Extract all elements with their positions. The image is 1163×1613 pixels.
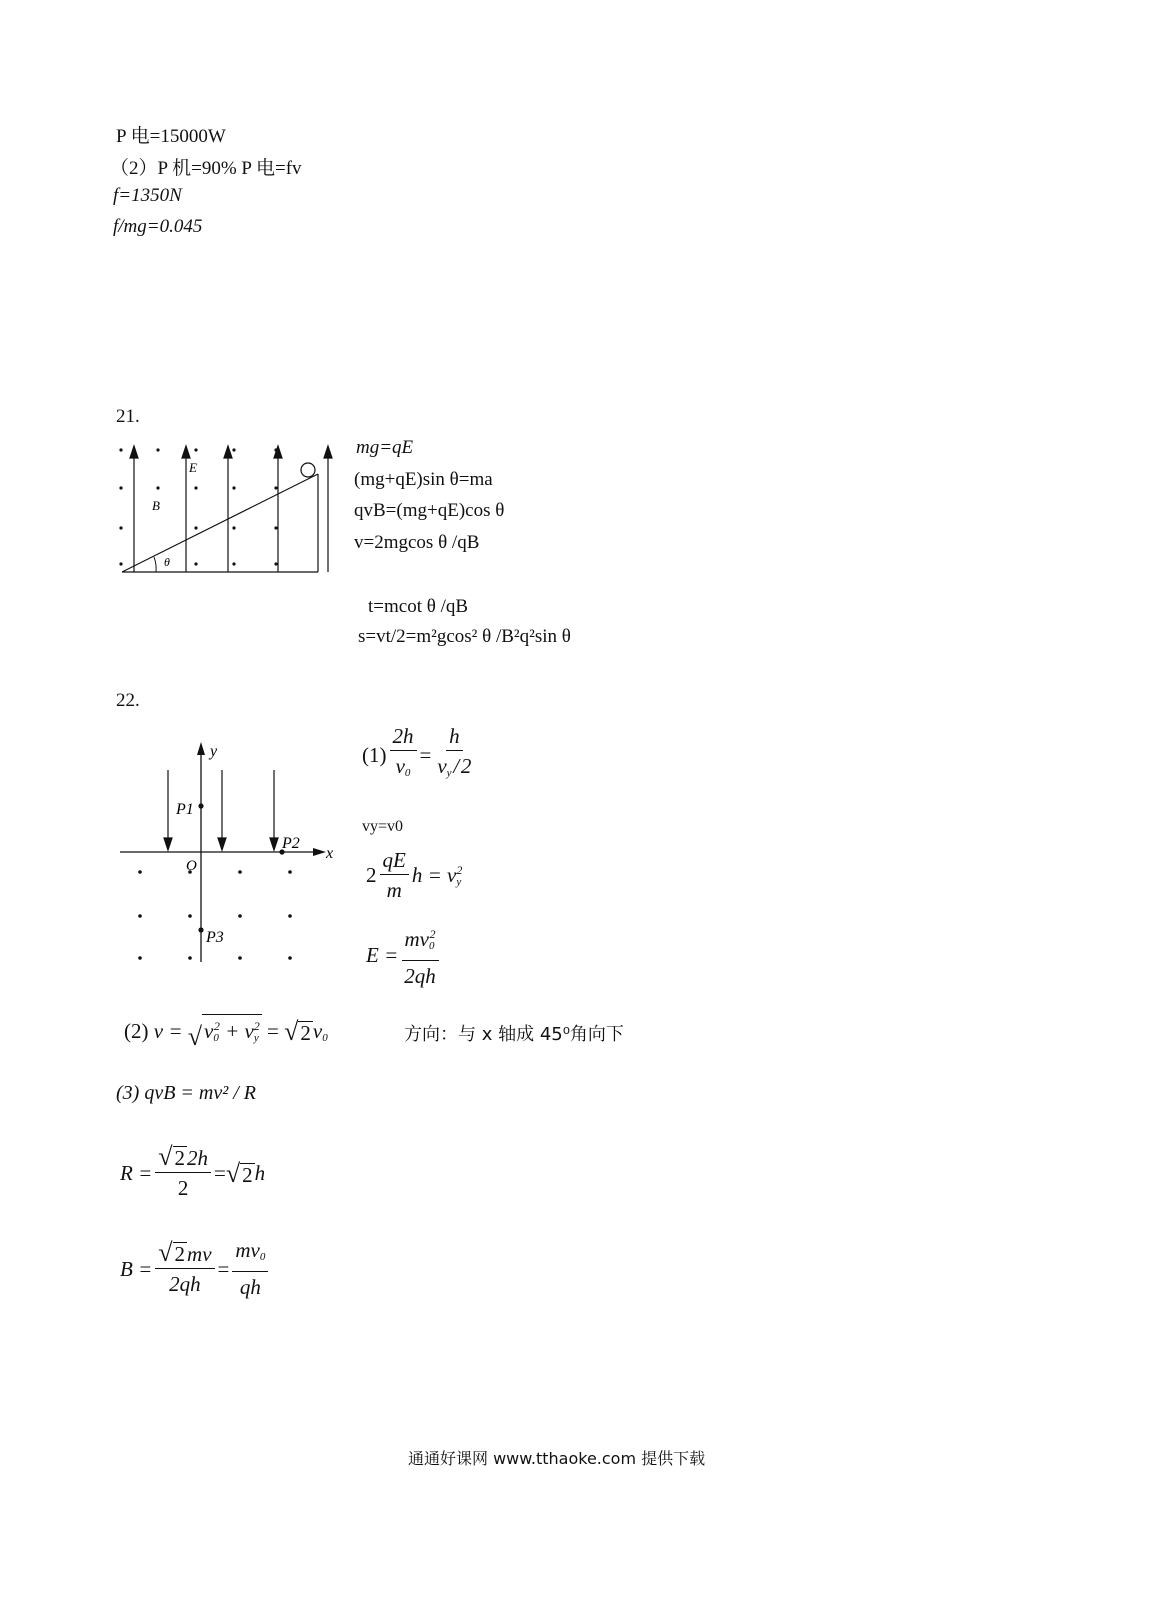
incline-line: [122, 474, 318, 572]
point-P3: [198, 927, 203, 932]
question-21-label: 21.: [116, 406, 140, 427]
question-22-figure: [116, 736, 341, 968]
q21-eq-velocity: v=2mgcos θ /qB: [354, 532, 480, 553]
question-21-figure: [116, 440, 336, 580]
q22-eq-energy: 2 $\frac{qE}{m}$ $h = v^2_y$: [366, 848, 463, 902]
label-P3: P3: [206, 929, 224, 946]
label-E: E: [189, 460, 197, 475]
question-22-label: 22.: [116, 690, 140, 711]
q22-eq-E: E = $\frac{mv_0^2}{2qh}$: [366, 920, 442, 991]
q21-eq-distance: s=vt/2=m²gcos² θ /B²q²sin θ: [358, 626, 571, 647]
q22-eq-radius: R = √ 2 2h 2 = √ 2 h: [120, 1142, 266, 1200]
label-B: B: [152, 498, 160, 513]
label-y: y: [210, 743, 218, 760]
q21-eq-acceleration: (mg+qE)sin θ=ma: [354, 469, 493, 490]
magnetic-field-dots: [138, 870, 292, 960]
label-P1: P1: [176, 801, 194, 818]
angle-arc: [154, 557, 156, 572]
q21-eq-force-balance: mg=qE: [356, 437, 414, 458]
power-electric-line: P 电=15000W: [116, 126, 226, 147]
q22-eq-vy: vy=v0: [362, 818, 404, 835]
friction-ratio-line: f/mg=0.045: [113, 216, 203, 237]
label-x: x: [326, 845, 334, 862]
q22-eq-speed: (2) v = √ $v_0^2 + v_y^2$ = √ 2 $v_0$: [124, 1014, 328, 1049]
label-P2: P2: [282, 835, 300, 852]
page-footer: 通通好课网 www.tthaoke.com 提供下载: [408, 1449, 706, 1468]
q22-eq-magnetic-field: B = √ 2 mv 2qh = $\frac{mv_0}{qh}$: [120, 1236, 271, 1302]
point-P1: [198, 803, 203, 808]
friction-force-line: f=1350N: [113, 185, 182, 206]
q22-eq-lorentz-centripetal: (3) qvB = mv² / R: [116, 1082, 256, 1104]
mechanical-power-line: （2）P 机=90% P 电=fv: [110, 158, 302, 179]
ball: [301, 463, 315, 477]
q21-eq-time: t=mcot θ /qB: [368, 596, 469, 617]
q21-eq-lorentz: qvB=(mg+qE)cos θ: [354, 500, 505, 521]
q22-direction-text: 方向：与 x 轴成 45⁰角向下: [404, 1024, 624, 1045]
label-O: O: [186, 858, 197, 874]
label-theta: θ: [164, 555, 170, 569]
magnetic-field-dots: [119, 448, 277, 565]
q22-eq-time-equal: (1) $\frac{2h}{v_0}$ = $\frac{h}{v_y / 2}$: [362, 724, 472, 779]
